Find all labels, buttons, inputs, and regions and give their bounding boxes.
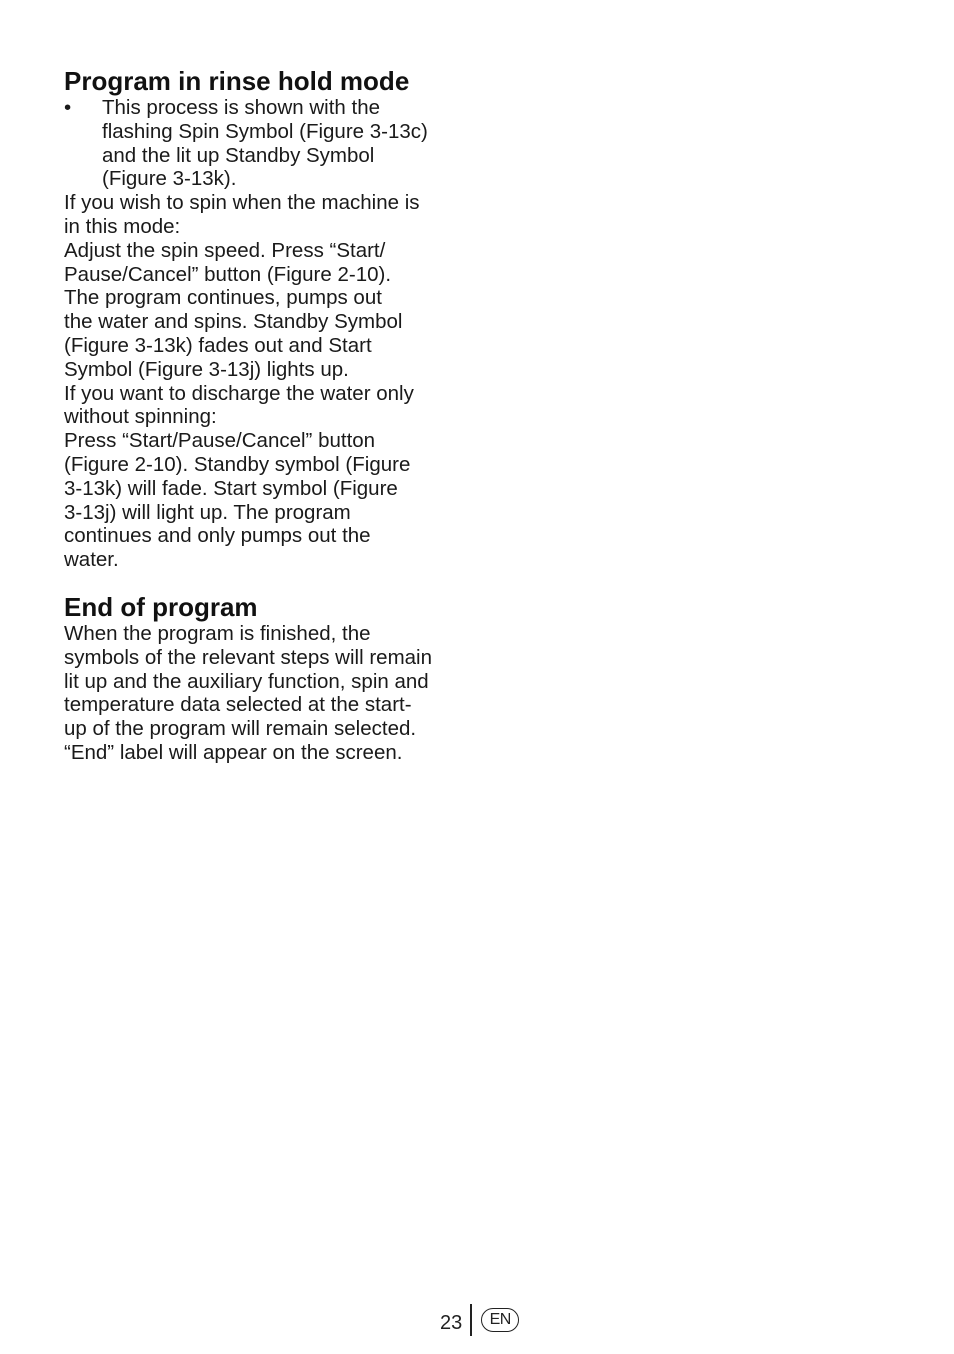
text-column	[64, 66, 464, 765]
section-spacer	[64, 572, 464, 592]
bullet-marker: •	[64, 96, 72, 119]
language-badge: EN	[481, 1308, 519, 1332]
section-heading-end-of-program: End of program	[64, 591, 258, 622]
footer-divider	[470, 1304, 472, 1336]
section-heading-rinse-hold: Program in rinse hold mode	[64, 66, 410, 96]
page-footer	[440, 1304, 519, 1336]
page-number: 23	[440, 1312, 463, 1334]
end-of-program-body: When the program is finished, the symbols of the relevant steps will remain lit up and the auxiliary function, spin and temperature data selected at the start- up of the program will remain selected. “End” label will appear on the screen.	[64, 621, 433, 764]
bullet-item	[64, 96, 464, 191]
rinse-hold-body: If you wish to spin when the machine is in this mode: Adjust the spin speed. Press “Start/ Pause/Cancel” button (Figure 2-10). The program continues, pumps out the water and spins. Standby Symbol (Figure 3-13k) fades out and Start Symbol (Figure 3-13j) lights up. If you want to discharge the water only without spinning: Press “Start/Pause/Cancel” button (Figure 2-10). Standby symbol (Figure 3-13k) will fade. Start symbol (Figure 3-13j) will light up. The program continues and only pumps out the water.	[64, 191, 420, 572]
bullet-text: This process is shown with the flashing Spin Symbol (Figure 3-13c) and the lit up Standby Symbol (Figure 3-13k).	[102, 96, 428, 191]
